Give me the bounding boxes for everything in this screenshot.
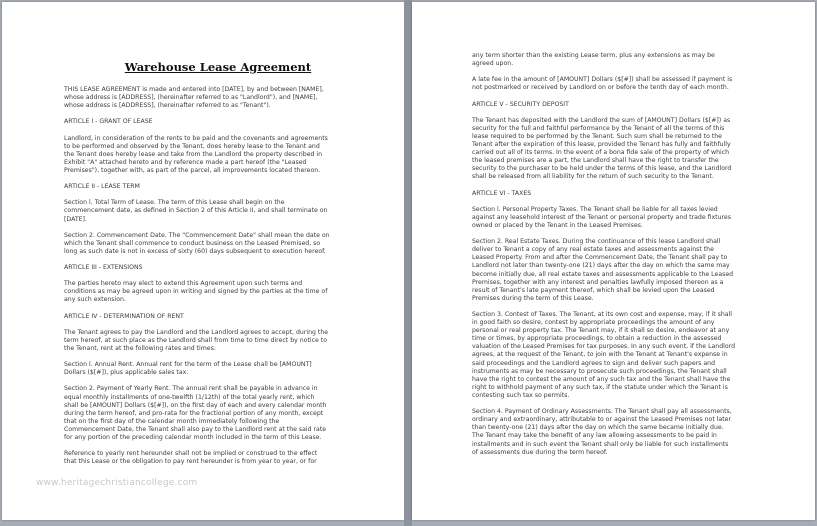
right-paragraph-tax-section-4: Section 4. Payment of Ordinary Assessments. The Tenant shall pay all assessments, ordinary and extraordinary, attributable to or against the Leased Premises not later than twenty-one (21) days after the day on which the same became initially due. The Tenant may take the benefit of any law allowing assessments to be paid in installments and in such event the Tenant shall only be liable for such installments of assessments due during the term hereof. — [472, 408, 732, 456]
document-page-right — [412, 2, 815, 520]
right-paragraph-tax-section-1: Section l. Personal Property Taxes. The Tenant shall be liable for all taxes levied against any leasehold interest of the Tenant or personal property and trade fixtures owned or placed by the Tenant in the Leased Premises. — [472, 205, 731, 229]
left-paragraph-extensions: The parties hereto may elect to extend this Agreement upon such terms and conditions as may be agreed upon in writing and signed by the parties at the time of any such extension. — [64, 280, 328, 304]
page-gutter — [404, 0, 412, 526]
right-heading-article-6: ARTICLE VI - TAXES — [472, 189, 532, 197]
right-paragraph-tax-section-2: Section 2. Real Estate Taxes. During the continuance of this lease Landlord shall deliver to Tenant a copy of any real estate taxes and assessments against the Leased Property. From and after the Commencement Date, the Tenant shall pay to Landlord not later than twenty-one (21) days after the day on which the same may become initially due, all real estate taxes and assessments applicable to the Leased Premises, together with any interest and penalties lawfully imposed thereon as a result of Tenant's late payment thereof, which shall be levied upon the Leased Premises during the term of this Lease. — [472, 238, 734, 302]
left-paragraph-term-section-1: Section l. Total Term of Lease. The term of this Lease shall begin on the commencement date, as defined in Section 2 of this Article II, and shall terminate on [DATE]. — [64, 199, 328, 223]
left-paragraph-yearly-rent: Reference to yearly rent hereunder shall not be implied or construed to the effect that this Lease or the obligation to pay rent hereunder is from year to year, or for — [64, 450, 318, 466]
right-paragraph-continued: any term shorter than the existing Lease term, plus any extensions as may be agreed upon. — [472, 52, 715, 68]
left-paragraph-grant: Landlord, in consideration of the rents to be paid and the covenants and agreements to be performed and observed by the Tenant, does hereby lease to the Tenant and the Tenant does hereby lease and take from the Landlord the property described in Exhibit "A" attached hereto and by reference made a part hereof (the "Leased Premises"), together with, as part of the parcel, all improvements located thereon. — [64, 134, 328, 174]
left-paragraph-intro: THIS LEASE AGREEMENT is made and entered into [DATE], by and between [NAME], whose address is [ADDRESS], (hereinafter referred to as "Landlord"), and [NAME], whose address is [ADDRESS], (hereinafter referred to as "Tenant"). — [64, 86, 324, 110]
document-page-left — [2, 2, 404, 520]
left-heading-article-3: ARTICLE III - EXTENSIONS — [64, 264, 143, 272]
left-paragraph-rent-intro: The Tenant agrees to pay the Landlord and the Landlord agrees to accept, during the term hereof, at such place as the Landlord shall from time to time direct by notice to the Tenant, rent at the following rates and times: — [64, 328, 329, 352]
left-heading-article-1: ARTICLE I - GRANT OF LEASE — [64, 118, 153, 126]
left-heading-article-4: ARTICLE IV - DETERMINATION OF RENT — [64, 312, 184, 320]
right-heading-article-5: ARTICLE V - SECURITY DEPOSIT — [472, 100, 569, 108]
document-title: Warehouse Lease Agreement — [124, 60, 312, 74]
right-paragraph-tax-section-3: Section 3. Contest of Taxes. The Tenant, at its own cost and expense, may, if it shall in good faith so desire, contest by appropriate proceedings the amount of any personal or real property tax. The Tenant may, if it shall so desire, endeavor at any time or times, by appropriate proceedings, to obtain a reduction in the assessed valuation of the Leased Premises for tax purposes. In any such event, if the Landlord agrees, at the request of the Tenant, to join with the Tenant at Tenant's expense in said proceedings and the Landlord agrees to sign and deliver such papers and instruments as may be necessary to prosecute such proceedings, the Tenant shall have the right to contest the amount of any such tax and the Tenant shall have the right to withhold payment of any such tax, if the statute under which the Tenant is contesting such tax so permits. — [472, 311, 736, 399]
left-heading-article-2: ARTICLE II - LEASE TERM — [64, 183, 140, 191]
right-paragraph-security-deposit: The Tenant has deposited with the Landlord the sum of [AMOUNT] Dollars ($[#]) as security for the full and faithful performance by the Tenant of all the terms of this lease required to be performed by the Tenant. Such sum shall be returned to the Tenant after the expiration of this lease, provided the Tenant has fully and faithfully carried out all of its terms. In the event of a bona fide sale of the property of which the leased premises are a part, the Landlord shall have the right to transfer the security to the purchaser to be held under the terms of this lease, and the Landlord shall be released from all liability for the return of such security to the Tenant. — [472, 116, 732, 181]
left-paragraph-rent-section-1: Section l. Annual Rent. Annual rent for the term of the Lease shall be [AMOUNT] Dollars ($[#]), plus applicable sales tax. — [64, 361, 312, 377]
left-paragraph-term-section-2: Section 2. Commencement Date. The "Commencement Date" shall mean the date on which the Tenant shall commence to conduct business on the Leased Premised, so long as such date is not in excess of sixty (60) days subsequent to execution hereof. — [64, 231, 330, 255]
left-paragraph-rent-section-2: Section 2. Payment of Yearly Rent. The annual rent shall be payable in advance in equal monthly installments of one-twelfth (1/12th) of the total yearly rent, which shall be [AMOUNT] Dollars ($[#]), on the first day of each and every calendar month during the term hereof, and pro-rata for the fractional portion of any month, except that on the first day of the calendar month immediately following the Commencement Date, the Tenant shall also pay to the Landlord rent at the said rate for any portion of the preceding calendar month included in the term of this Lease. — [64, 385, 327, 442]
watermark-text: www.heritagechristiancollege.com — [36, 478, 198, 488]
right-paragraph-late-fee: A late fee in the amount of [AMOUNT] Dollars ($[#]) shall be assessed if payment is not postmarked or received by Landlord on or before the tenth day of each month. — [472, 76, 733, 92]
